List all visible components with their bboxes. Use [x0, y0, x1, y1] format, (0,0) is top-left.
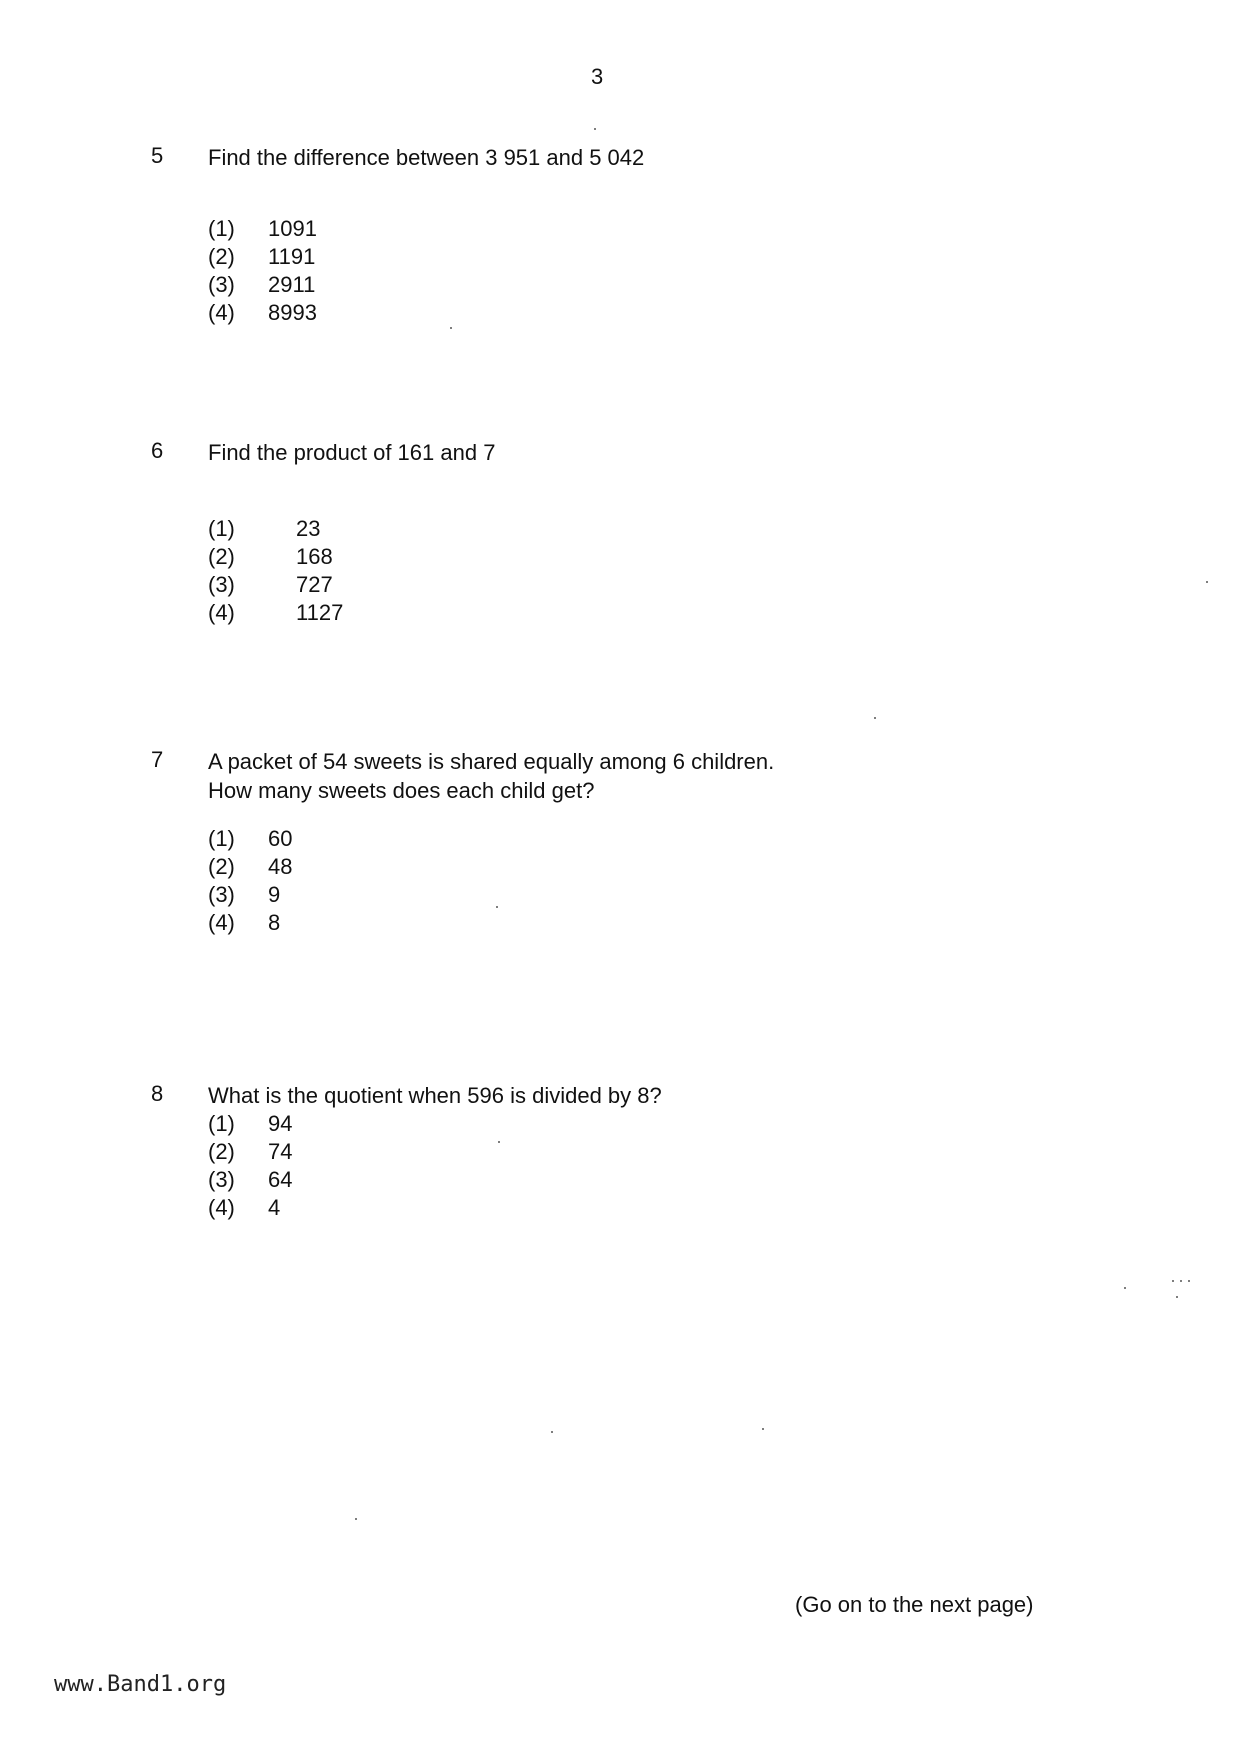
question-text-line: A packet of 54 sweets is shared equally among 6 children. [208, 749, 775, 774]
scan-speck [355, 1518, 357, 1520]
scan-speck [1172, 1280, 1174, 1282]
scan-speck [1188, 1280, 1190, 1282]
question-number: 8 [151, 1081, 164, 1106]
option-label: (3) [208, 572, 235, 597]
scan-speck [874, 717, 876, 719]
option-label: (4) [208, 300, 235, 325]
scan-speck [762, 1428, 764, 1430]
option-label: (4) [208, 600, 235, 625]
option-label: (2) [208, 854, 235, 879]
question-number: 6 [151, 438, 164, 463]
scan-speck [1180, 1280, 1182, 1282]
option-value: 8 [268, 910, 281, 935]
option-value: 60 [268, 826, 293, 851]
option-label: (2) [208, 544, 235, 569]
question-text [208, 1081, 662, 1110]
scan-speck [594, 128, 596, 130]
option-value: 9 [268, 882, 281, 907]
option-label: (3) [208, 882, 235, 907]
scan-speck [498, 1141, 500, 1143]
page-number: 3 [591, 64, 604, 89]
option-value: 727 [296, 572, 333, 597]
option-value: 64 [268, 1167, 293, 1192]
question-text-line: How many sweets does each child get? [208, 778, 595, 803]
option-label: (1) [208, 516, 235, 541]
option-value: 74 [268, 1139, 293, 1164]
scan-speck [496, 906, 498, 908]
option-value: 48 [268, 854, 293, 879]
question-text [208, 438, 495, 467]
option-value: 168 [296, 544, 333, 569]
question-text-line: Find the product of 161 and 7 [208, 440, 496, 465]
question-text [208, 143, 644, 172]
question-text-line: Find the difference between 3 951 and 5 042 [208, 145, 645, 170]
option-value: 2911 [268, 272, 316, 297]
option-label: (4) [208, 1195, 235, 1220]
option-value: 1191 [268, 244, 316, 269]
option-label: (1) [208, 1111, 235, 1136]
next-page-note: (Go on to the next page) [795, 1592, 1034, 1617]
option-label: (1) [208, 216, 235, 241]
option-label: (4) [208, 910, 235, 935]
option-value: 1127 [296, 600, 344, 625]
option-label: (2) [208, 1139, 235, 1164]
question-number: 7 [151, 747, 164, 772]
scan-speck [1206, 581, 1208, 583]
option-value: 4 [268, 1195, 281, 1220]
option-label: (3) [208, 272, 235, 297]
option-value: 1091 [268, 216, 317, 241]
option-label: (1) [208, 826, 235, 851]
option-label: (2) [208, 244, 235, 269]
question-text-line: What is the quotient when 596 is divided by 8? [208, 1083, 662, 1108]
question-number: 5 [151, 143, 164, 168]
scan-speck [1124, 1287, 1126, 1289]
scan-speck [1176, 1296, 1178, 1298]
option-value: 23 [296, 516, 321, 541]
website-url: www.Band1.org [54, 1672, 227, 1697]
scan-speck [551, 1431, 553, 1433]
option-value: 8993 [268, 300, 317, 325]
scan-speck [450, 327, 452, 329]
option-value: 94 [268, 1111, 293, 1136]
option-label: (3) [208, 1167, 235, 1192]
question-text [208, 747, 774, 805]
